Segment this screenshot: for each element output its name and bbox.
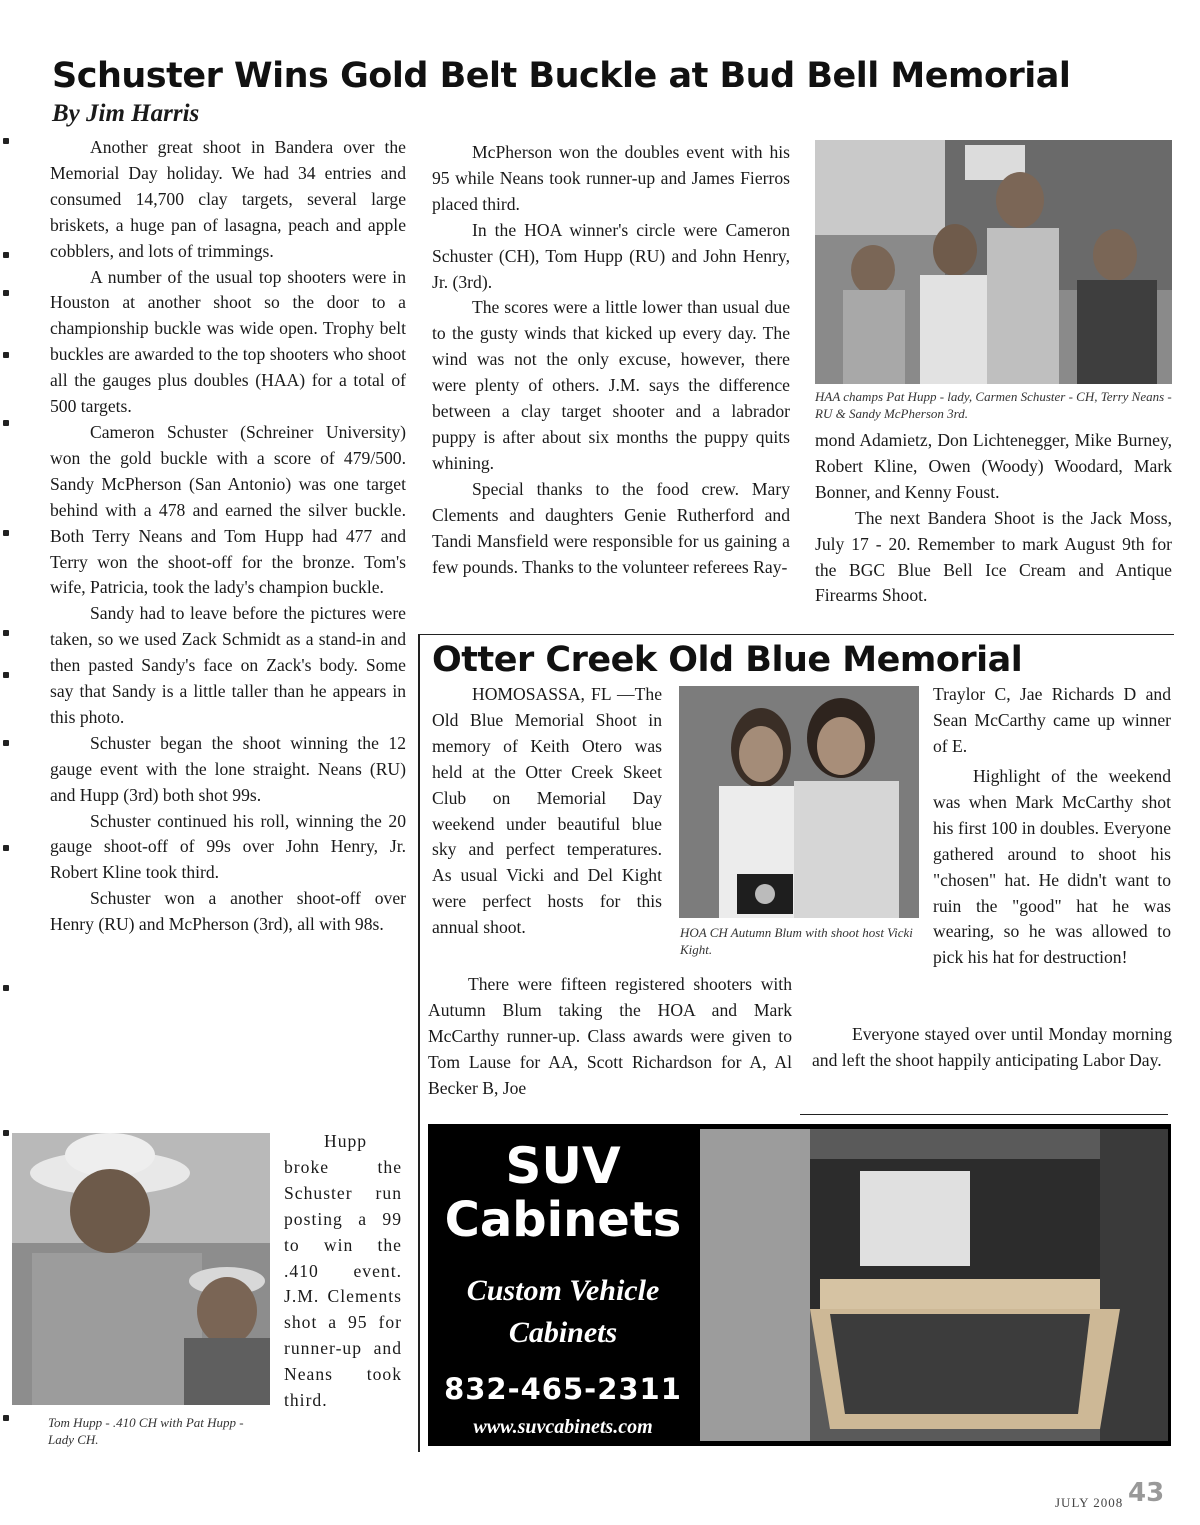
footer-issue-date: JULY 2008: [1055, 1495, 1124, 1510]
hupp-photo-caption: Tom Hupp - .410 CH with Pat Hupp - Lady CH.: [48, 1415, 244, 1447]
paragraph: Sandy had to leave before the pictures were taken, so we used Zack Schmidt as a stand-in and then pasted Sandy's face on Zack's body. Some say that Sandy is a little taller than he appears in this photo.: [50, 603, 406, 727]
paragraph: Cameron Schuster (Schreiner University) won the gold buckle with a score of 479/500. Sandy McPherson (San Antonio) was one target behind with a 478 and earned the silver buckle. Both Terry Neans and Tom Hupp had 477 and Terry won the shoot-off for the bronze. Tom's wife, Patricia, took the lady's champion buckle.: [50, 421, 406, 598]
haa-champs-photo: [815, 140, 1172, 384]
paragraph: HOMOSASSA, FL —The Old Blue Memorial Shoot in memory of Keith Otero was held at the Otter Creek Skeet Club on Memorial Day weekend under beautiful blue sky and perfect temperatures. As usual Vicki and Del Kight were perfect hosts for this annual shoot.: [432, 684, 662, 938]
paragraph: Highlight of the weekend was when Mark McCarthy shot his first 100 in doubles. Everyone gathered around to shoot his "chosen" hat. He didn't want to ruin the "good" hat he was wearing, so he was allowed to pick his hat for destruction!: [933, 766, 1171, 968]
paragraph: Schuster continued his roll, winning the 20 gauge shoot-off of 99s over John Henry, Jr. Robert Kline took third.: [50, 810, 406, 883]
hupp-photo: [12, 1133, 270, 1405]
paragraph: The scores were a little lower than usual due to the gusty winds that kicked up every day. The wind was not the only excuse, however, there were plenty of others. J.M. says the difference between a clay target shooter and a labrador puppy is after about six months the puppy quits whining.: [432, 297, 790, 473]
article1-column-1: [50, 135, 406, 938]
paragraph: McPherson won the doubles event with his 95 while Neans took runner-up and James Fierros placed third.: [432, 142, 790, 214]
paragraph: The next Bandera Shoot is the Jack Moss, July 17 - 20. Remember to mark August 9th for the BGC Blue Bell Ice Cream and Antique Firearms Shoot.: [815, 507, 1172, 606]
paragraph: Traylor C, Jae Richards D and Sean McCarthy came up winner of E.: [933, 684, 1171, 756]
suv-cabinets-ad[interactable]: [428, 1124, 1171, 1446]
paragraph: Another great shoot in Bandera over the Memorial Day holiday. We had 34 entries and consumed 14,700 clay targets, several large briskets, a huge pan of lasagna, peach and apple cobblers, and lots of trimmings.: [50, 137, 406, 261]
haa-champs-photo-illustration: [815, 140, 1172, 384]
paragraph: Everyone stayed over until Monday morning and left the shoot happily anticipating Labor Day.: [812, 1024, 1172, 1070]
article2-column-1: [432, 682, 662, 941]
hupp-photo-illustration: [12, 1133, 270, 1405]
article1-column-3: [815, 428, 1172, 609]
paragraph: Special thanks to the food crew. Mary Clements and daughters Genie Rutherford and Tandi Mansfield were responsible for us gaining a few pounds. Thanks to the volunteer referees Ray-: [432, 478, 790, 577]
ad-url[interactable]: www.suvcabinets.com: [473, 1416, 653, 1438]
otter-creek-caption: HOA CH Autumn Blum with shoot host Vicki Kight.: [680, 925, 913, 957]
article2-column-2c: [812, 1022, 1172, 1074]
otter-creek-photo-illustration: [679, 686, 919, 918]
paragraph: A number of the usual top shooters were in Houston at another shoot so the door to a championship buckle was wide open. Trophy belt buckles are awarded to the top shooters who shoot all the gauges plus doubles (HAA) for a total of 500 targets.: [50, 266, 406, 417]
horizontal-rule: [418, 634, 1174, 635]
article2-headline: Otter Creek Old Blue Memorial: [432, 640, 1023, 680]
article1-headline: Schuster Wins Gold Belt Buckle at Bud Bell Memorial: [52, 56, 1071, 96]
paragraph: There were fifteen registered shooters with Autumn Blum taking the HOA and Mark McCarthy runner-up. Class awards were given to Tom Lause for AA, Scott Richardson for A, Al Becker B, Joe: [428, 974, 792, 1098]
article2-column-2b: [933, 764, 1171, 971]
vertical-rule: [418, 634, 420, 1452]
ad-vehicle-illustration: [700, 1129, 1168, 1441]
article2-column-1b: [428, 972, 792, 1102]
paragraph: Hupp broke the Schuster run posting a 99 to win the .410 event. J.M. Clements shot a 95 for runner-up and Neans took third.: [284, 1131, 402, 1411]
article1-column-1b: [284, 1129, 402, 1414]
haa-champs-caption: HAA champs Pat Hupp - lady, Carmen Schuster - CH, Terry Neans - RU & Sandy McPherson 3rd.: [815, 389, 1172, 421]
paragraph: Schuster won a another shoot-off over Henry (RU) and McPherson (3rd), all with 98s.: [50, 888, 406, 935]
article1-column-2: [432, 140, 790, 580]
page-number: 43: [1128, 1478, 1165, 1508]
article2-column-2: [933, 682, 1171, 760]
paragraph: In the HOA winner's circle were Cameron Schuster (CH), Tom Hupp (RU) and John Henry, Jr. (3rd).: [432, 219, 790, 292]
article1-byline: By Jim Harris: [52, 100, 200, 127]
paragraph: Schuster began the shoot winning the 12 gauge event with the lone straight. Neans (RU) and Hupp (3rd) both shot 99s.: [50, 732, 406, 805]
ad-brand-line2: Cabinets: [444, 1192, 682, 1248]
ad-tagline-1: Custom Vehicle: [466, 1274, 660, 1307]
ad-brand-line1: SUV: [505, 1137, 621, 1195]
paragraph: mond Adamietz, Don Lichtenegger, Mike Burney, Robert Kline, Owen (Woody) Woodard, Mark Bonner, and Kenny Foust.: [815, 430, 1172, 502]
ad-phone[interactable]: 832-465-2311: [444, 1372, 682, 1406]
horizontal-rule: [800, 1114, 1168, 1115]
ad-vehicle-photo: [700, 1129, 1168, 1441]
ad-tagline-2: Cabinets: [508, 1316, 618, 1349]
otter-creek-photo: [679, 686, 919, 918]
